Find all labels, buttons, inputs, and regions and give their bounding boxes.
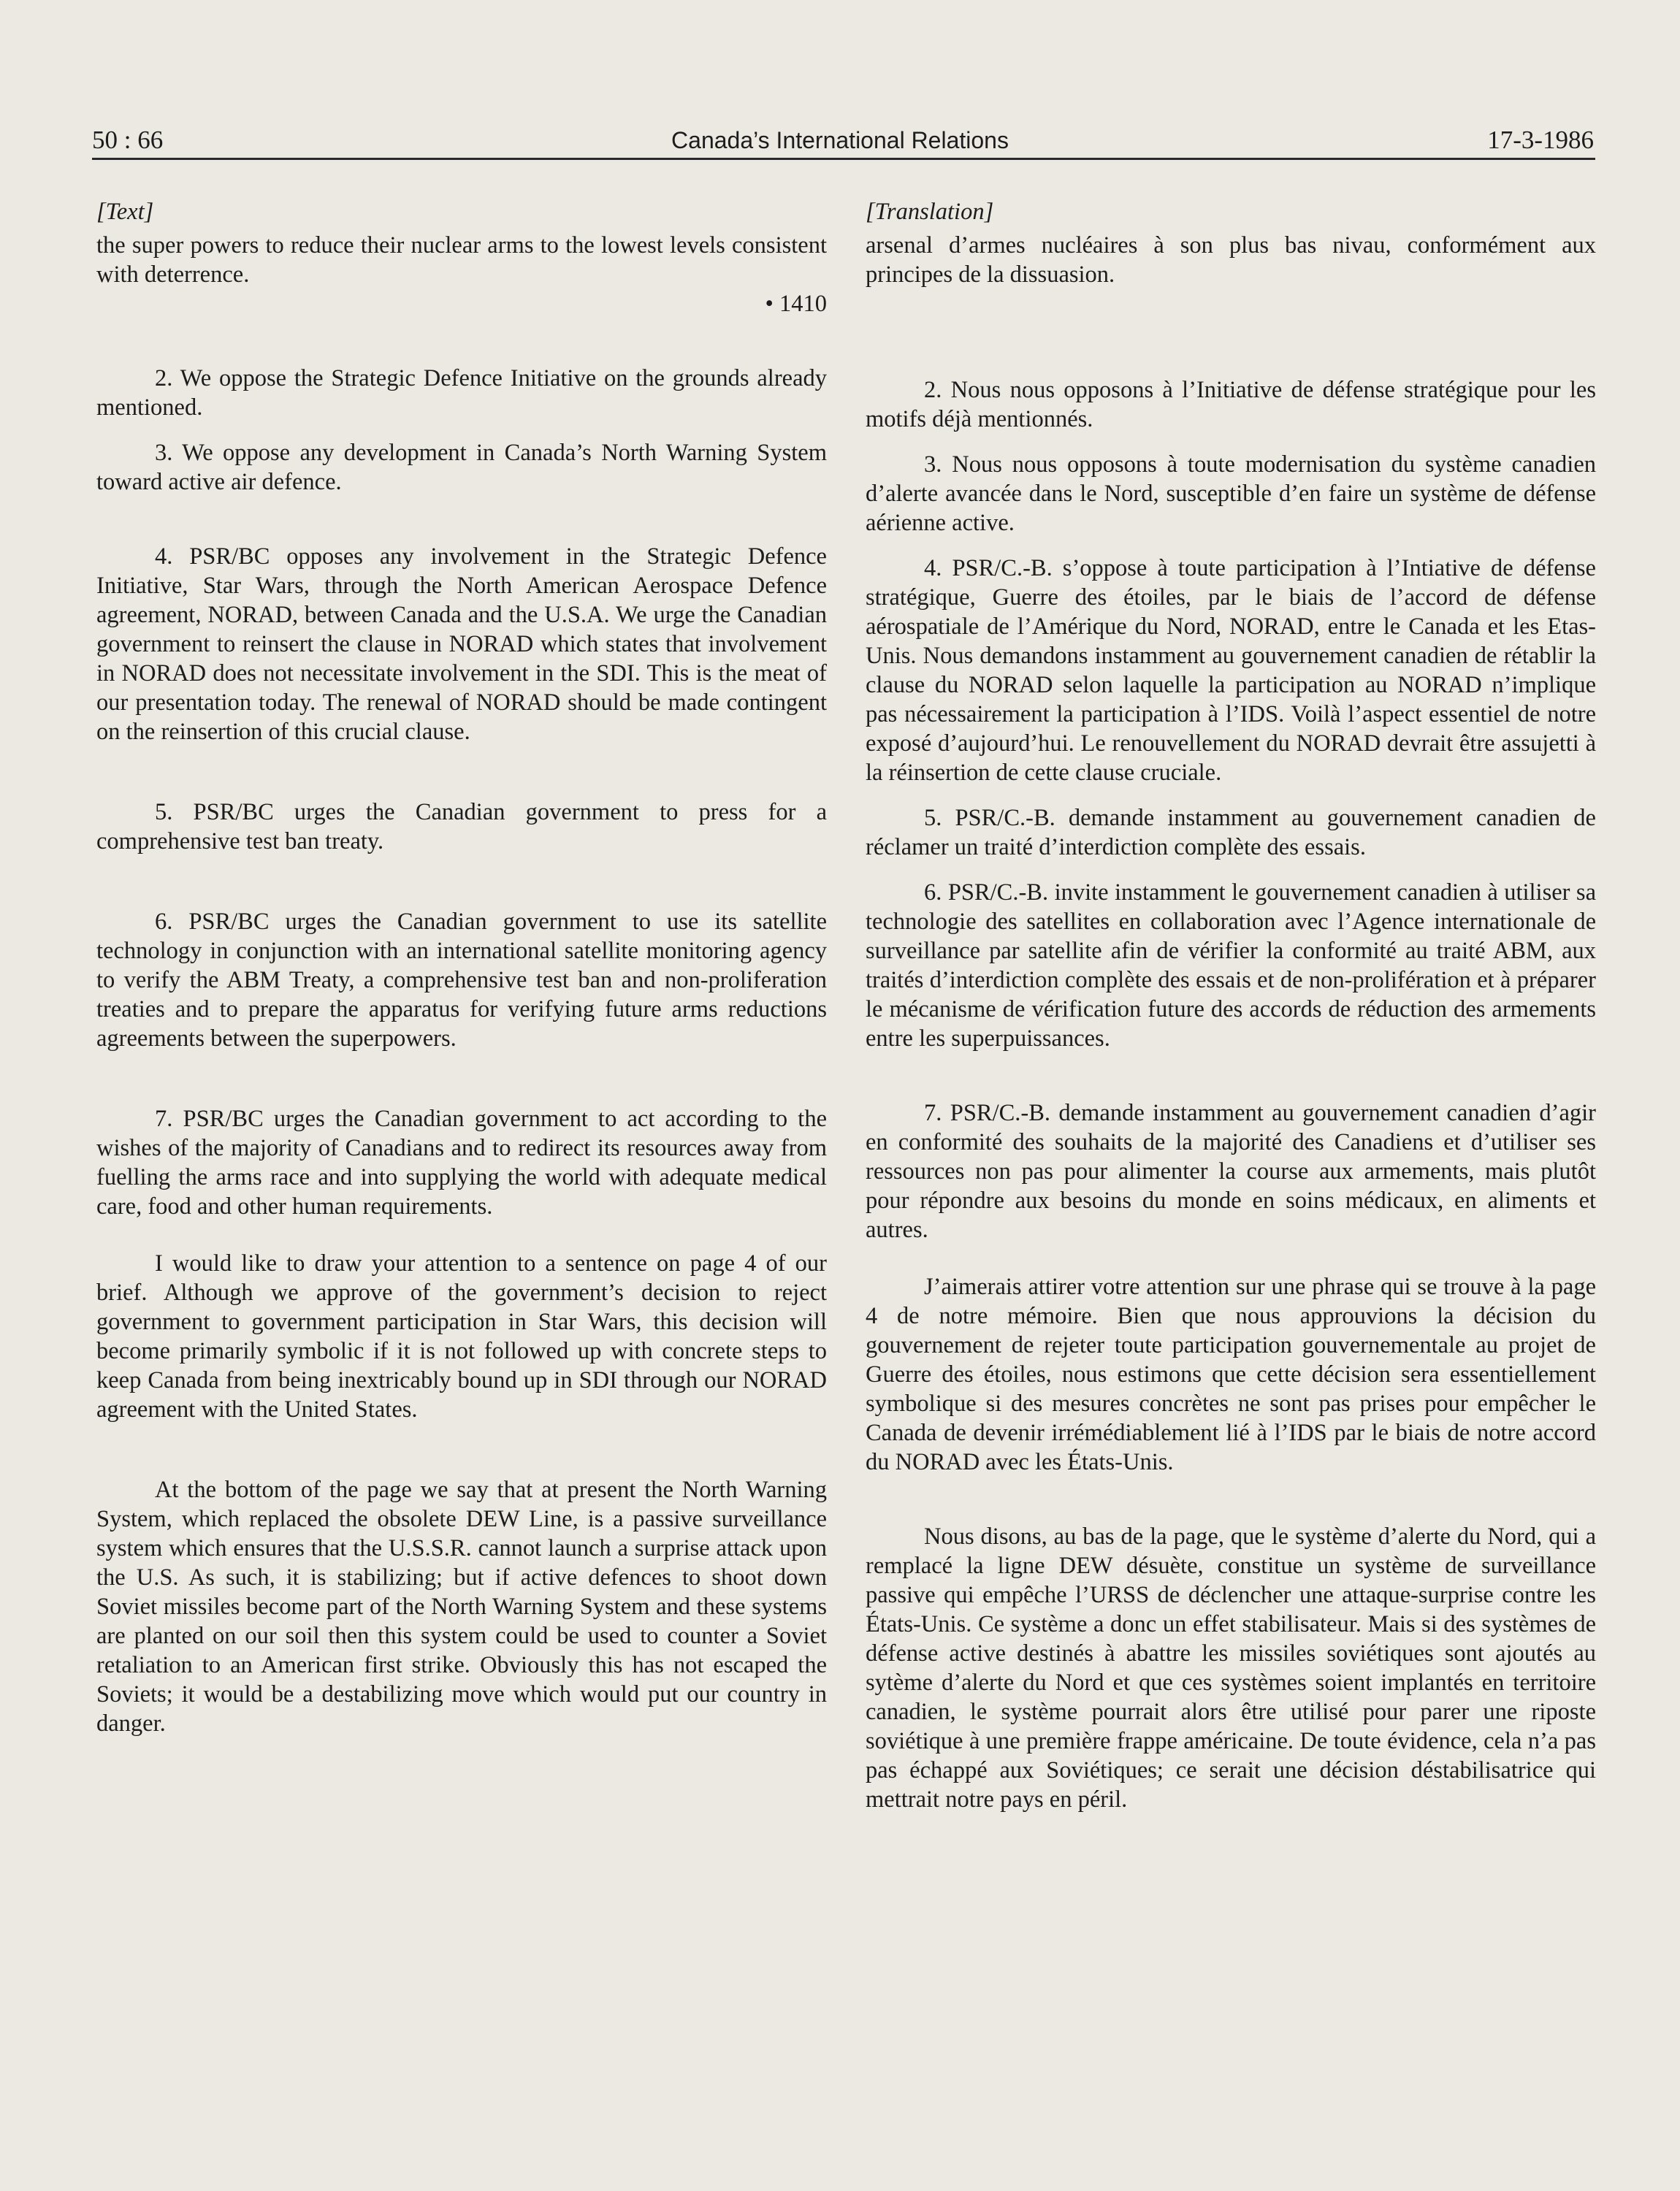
paragraph-4: 4. PSR/BC opposes any involvement in the Strategic Defence Initiative, Star Wars, through the North American Aerospace Defence agreement, NORAD, between Canada and the U.S.A. We urge the Canadian government to reinsert the clause in NORAD which states that involvement in NORAD does not necessitate involvement in the SDI. This is the meat of our presentation today. The renewal of NORAD should be made contingent on the reinsertion of this crucial clause. (96, 543, 827, 745)
paragraph-3: 3. We oppose any development in Canada’s North Warning System toward active air defence. (96, 440, 827, 495)
header-rule (92, 158, 1595, 160)
paragraph-intro: arsenal d’armes nucléaires à son plus bas nivau, conformément aux principes de la dissuasion. (866, 232, 1596, 288)
paragraph-7: 7. PSR/BC urges the Canadian government to act according to the wishes of the majority of Canadians and to redirect its resources away from fuelling the arms race and into supplying the world with adequate medical care, food and other human requirements. (96, 1106, 827, 1220)
paragraph-4: 4. PSR/C.-B. s’oppose à toute participation à l’Intiative de défense stratégique, Guerre des étoiles, par le biais de l’accord de défense aérospatiale de l’Amérique du Nord, NORAD, entre le Canada et les Etas-Unis. Nous demandons instamment au gouvernement canadien de rétablir la clause du NORAD selon laquelle la participation au NORAD n’implique pas nécessairement la participation à l’IDS. Voilà l’aspect essentiel de notre exposé d’aujourd’hui. Le renouvellement du NORAD devrait être assujetti à la réinsertion de cette clause cruciale. (866, 555, 1596, 786)
time-marker: • 1410 (765, 291, 827, 317)
translation-label: [Translation] (866, 199, 994, 225)
paragraph-8: I would like to draw your attention to a sentence on page 4 of our brief. Although we approve of the government’s decision to reject government to government participation in Star Wars, this decision will become primarily symbolic if it is not followed up with concrete steps to keep Canada from being inextricably bound up in SDI through our NORAD agreement with the United States. (96, 1250, 827, 1423)
page-date: 17-3-1986 (1487, 126, 1594, 154)
running-title: Canada’s International Relations (671, 127, 1009, 153)
paragraph-9: Nous disons, au bas de la page, que le système d’alerte du Nord, qui a remplacé la ligne DEW désuète, constitue un système de surveillance passive qui empêche l’URSS de déclencher une attaque-surprise contre les États-Unis. Ce système a donc un effet stabilisateur. Mais si des systèmes de défense active destinés à abattre les missiles soviétiques sont ajoutés au sytème d’alerte du Nord et que ces systèmes soient implantés en territoire canadien, le système pourrait alors être utilisé pour parer une riposte soviétique à une première frappe américaine. De toute évidence, cela n’a pas pas échappé aux Soviétiques; ce serait une décision déstabilisatrice qui mettrait notre pays en péril. (866, 1523, 1596, 1813)
paragraph-8: J’aimerais attirer votre attention sur une phrase qui se trouve à la page 4 de notre mémoire. Bien que nous approuvions la décision du gouvernement de rejeter toute participation gouvernementale au projet de Guerre des étoiles, nous estimons que cette décision sera essentiellement symbolique si des mesures concrètes ne sont pas prises pour empêcher le Canada de devenir irrémédiablement lié à l’IDS par le biais de notre accord du NORAD avec les États-Unis. (866, 1274, 1596, 1475)
page-number: 50 : 66 (92, 126, 164, 154)
paragraph-2: 2. Nous nous opposons à l’Initiative de défense stratégique pour les motifs déjà mentionnés. (866, 377, 1596, 432)
paragraph-6: 6. PSR/BC urges the Canadian government to use its satellite technology in conjunction with an international satellite monitoring agency to verify the ABM Treaty, a comprehensive test ban and non-proliferation treaties and to prepare the apparatus for verifying future arms reductions agreements between the superpowers. (96, 909, 827, 1052)
paragraph-intro: the super powers to reduce their nuclear arms to the lowest levels consistent with deterrence. (96, 232, 827, 288)
paragraph-5: 5. PSR/BC urges the Canadian government to press for a comprehensive test ban treaty. (96, 799, 827, 854)
paragraph-9: At the bottom of the page we say that at present the North Warning System, which replaced the obsolete DEW Line, is a passive surveillance system which ensures that the U.S.S.R. cannot launch a surprise attack upon the U.S. As such, it is stabilizing; but if active defences to shoot down Soviet missiles become part of the North Warning System and these systems are planted on our soil then this system could be used to counter a Soviet retaliation to an American first strike. Obviously this has not escaped the Soviets; it would be a destabilizing move which would put our country in danger. (96, 1477, 827, 1737)
text-label: [Text] (96, 199, 154, 225)
paragraph-7: 7. PSR/C.-B. demande instamment au gouvernement canadien d’agir en conformité des souhaits de la majorité des Canadiens et d’utiliser ses ressources non pas pour alimenter la course aux armements, mais plutôt pour répondre aux besoins du monde en soins médicaux, en aliments et autres. (866, 1100, 1596, 1243)
english-column (96, 197, 827, 1738)
paragraph-5: 5. PSR/C.-B. demande instamment au gouvernement canadien de réclamer un traité d’interdiction complète des essais. (866, 805, 1596, 860)
paragraph-2: 2. We oppose the Strategic Defence Initiative on the grounds already mentioned. (96, 365, 827, 421)
french-column (866, 197, 1596, 1814)
paragraph-3: 3. Nous nous opposons à toute modernisation du système canadien d’alerte avancée dans le Nord, susceptible d’en faire un système de défense aérienne active. (866, 451, 1596, 536)
paragraph-6: 6. PSR/C.-B. invite instamment le gouvernement canadien à utiliser sa technologie des satellites en collaboration avec l’Agence internationale de surveillance par satellite afin de vérifier la conformité au traité ABM, aux traités d’interdiction complète des essais et de non-prolifération et à préparer le mécanisme de vérification future des accords de réduction des armements entre les superpuissances. (866, 879, 1596, 1052)
